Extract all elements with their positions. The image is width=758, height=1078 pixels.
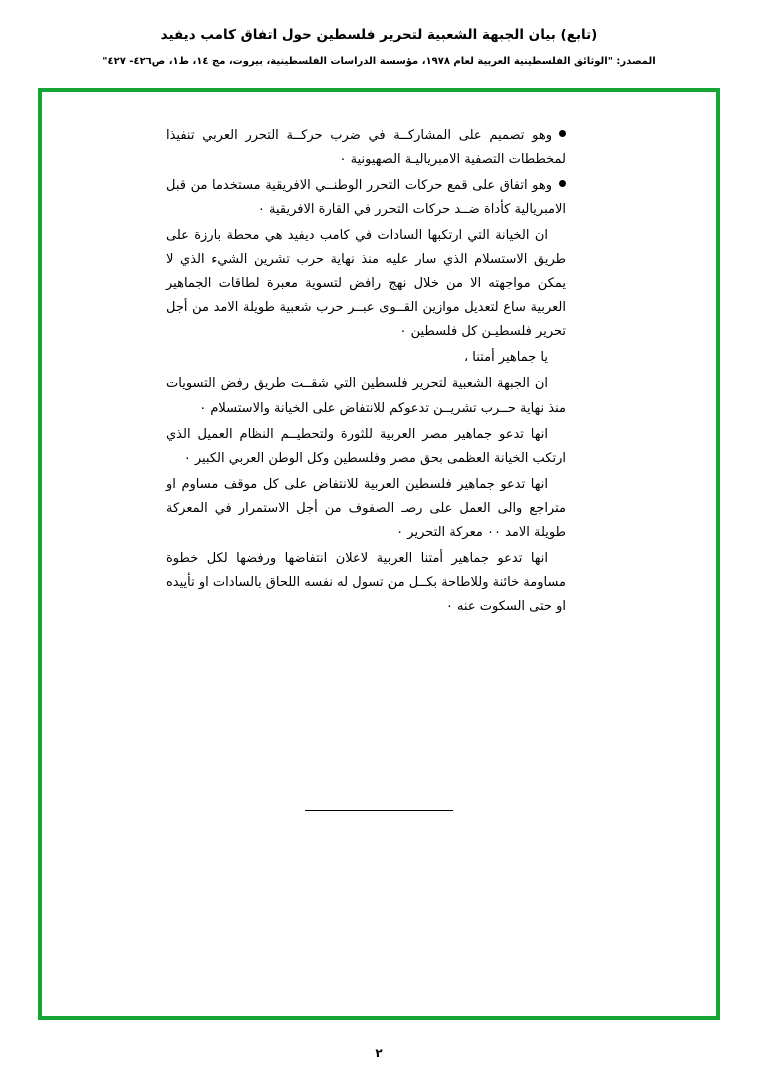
paragraph: انها تدعو جماهير أمتنا العربية لاعلان انتفاضها ورفضها لكل خطوة مساومة خائنة وللاطاحة بكــل من تسول له نفسه اللحاق بالسادات او تأييده او حتى السكوت عنه ٠: [166, 550, 566, 614]
paragraph-text: وهو تصميم على المشاركــة في ضرب حركــة التحرر العربي تنفيذا لمخططات التصفية الامبرياليـة الصهيونية ٠: [166, 128, 566, 168]
paragraph: ان الخيانة التي ارتكبها السادات في كامب ديفيد هي محطة بارزة على طريق الاستسلام الذي سار عليه منذ نهاية حرب تشرين الشيء الذي لا يمكن مواجهته الا من خلال نهج رافض لتسوية معبرة لطاقات الجماهير العربية ساع لتعديل موازين القــوى عبــر حرب شعبية طويلة الامد من أجل تحرير فلسطيـن كل فلسطين ٠: [166, 228, 566, 340]
page-title: (تابع) بيان الجبهة الشعبية لتحرير فلسطين حول اتفاق كامب ديفيد: [160, 27, 598, 43]
paragraph: انها تدعو جماهير فلسطين العربية للانتفاض على كل موقف مساوم او متراجع والى العمل على رصـ الصفوف من أجل الاستمرار في المعركة طويلة الامد ٠٠ معركة التحرير ٠: [166, 476, 566, 540]
document-body: [166, 124, 566, 619]
paragraph: ان الجبهة الشعبية لتحرير فلسطين التي شقــت طريق رفض التسويات منذ نهاية حــرب تشريــن تدعوكم للانتفاض على الخيانة والاستسلام ٠: [166, 376, 566, 416]
paragraph-bulleted: [166, 124, 566, 172]
page-header: [0, 0, 758, 67]
paragraph-address: يا جماهير أمتنا ،: [463, 350, 548, 366]
paragraph-bulleted: [166, 174, 566, 222]
paragraph-text: وهو اتفاق على قمع حركات التحرر الوطنــي الافريقية مستخدما من قبل الامبريالية كأداة ضــد حركات التحرر في القارة الافريقية ٠: [166, 178, 566, 218]
horizontal-rule: [42, 810, 716, 811]
rule-line: [305, 810, 453, 811]
page-number: ٢: [375, 1046, 383, 1060]
bullet-dot-icon: [559, 130, 566, 137]
source-citation: المصدر: "الوثائق الفلسطينية العربية لعام ١٩٧٨، مؤسسة الدراسات الفلسطينية، بيروت، مج ١٤، ط١، ص٤٢٦- ٤٢٧": [102, 55, 656, 67]
content-frame: [38, 88, 720, 1020]
bullet-dot-icon: [559, 180, 566, 187]
paragraph: انها تدعو جماهير مصر العربية للثورة ولتحطيــم النظام العميل الذي ارتكب الخيانة العظمى بحق مصر وفلسطين وكل الوطن العربي الكبير ٠: [166, 426, 566, 466]
